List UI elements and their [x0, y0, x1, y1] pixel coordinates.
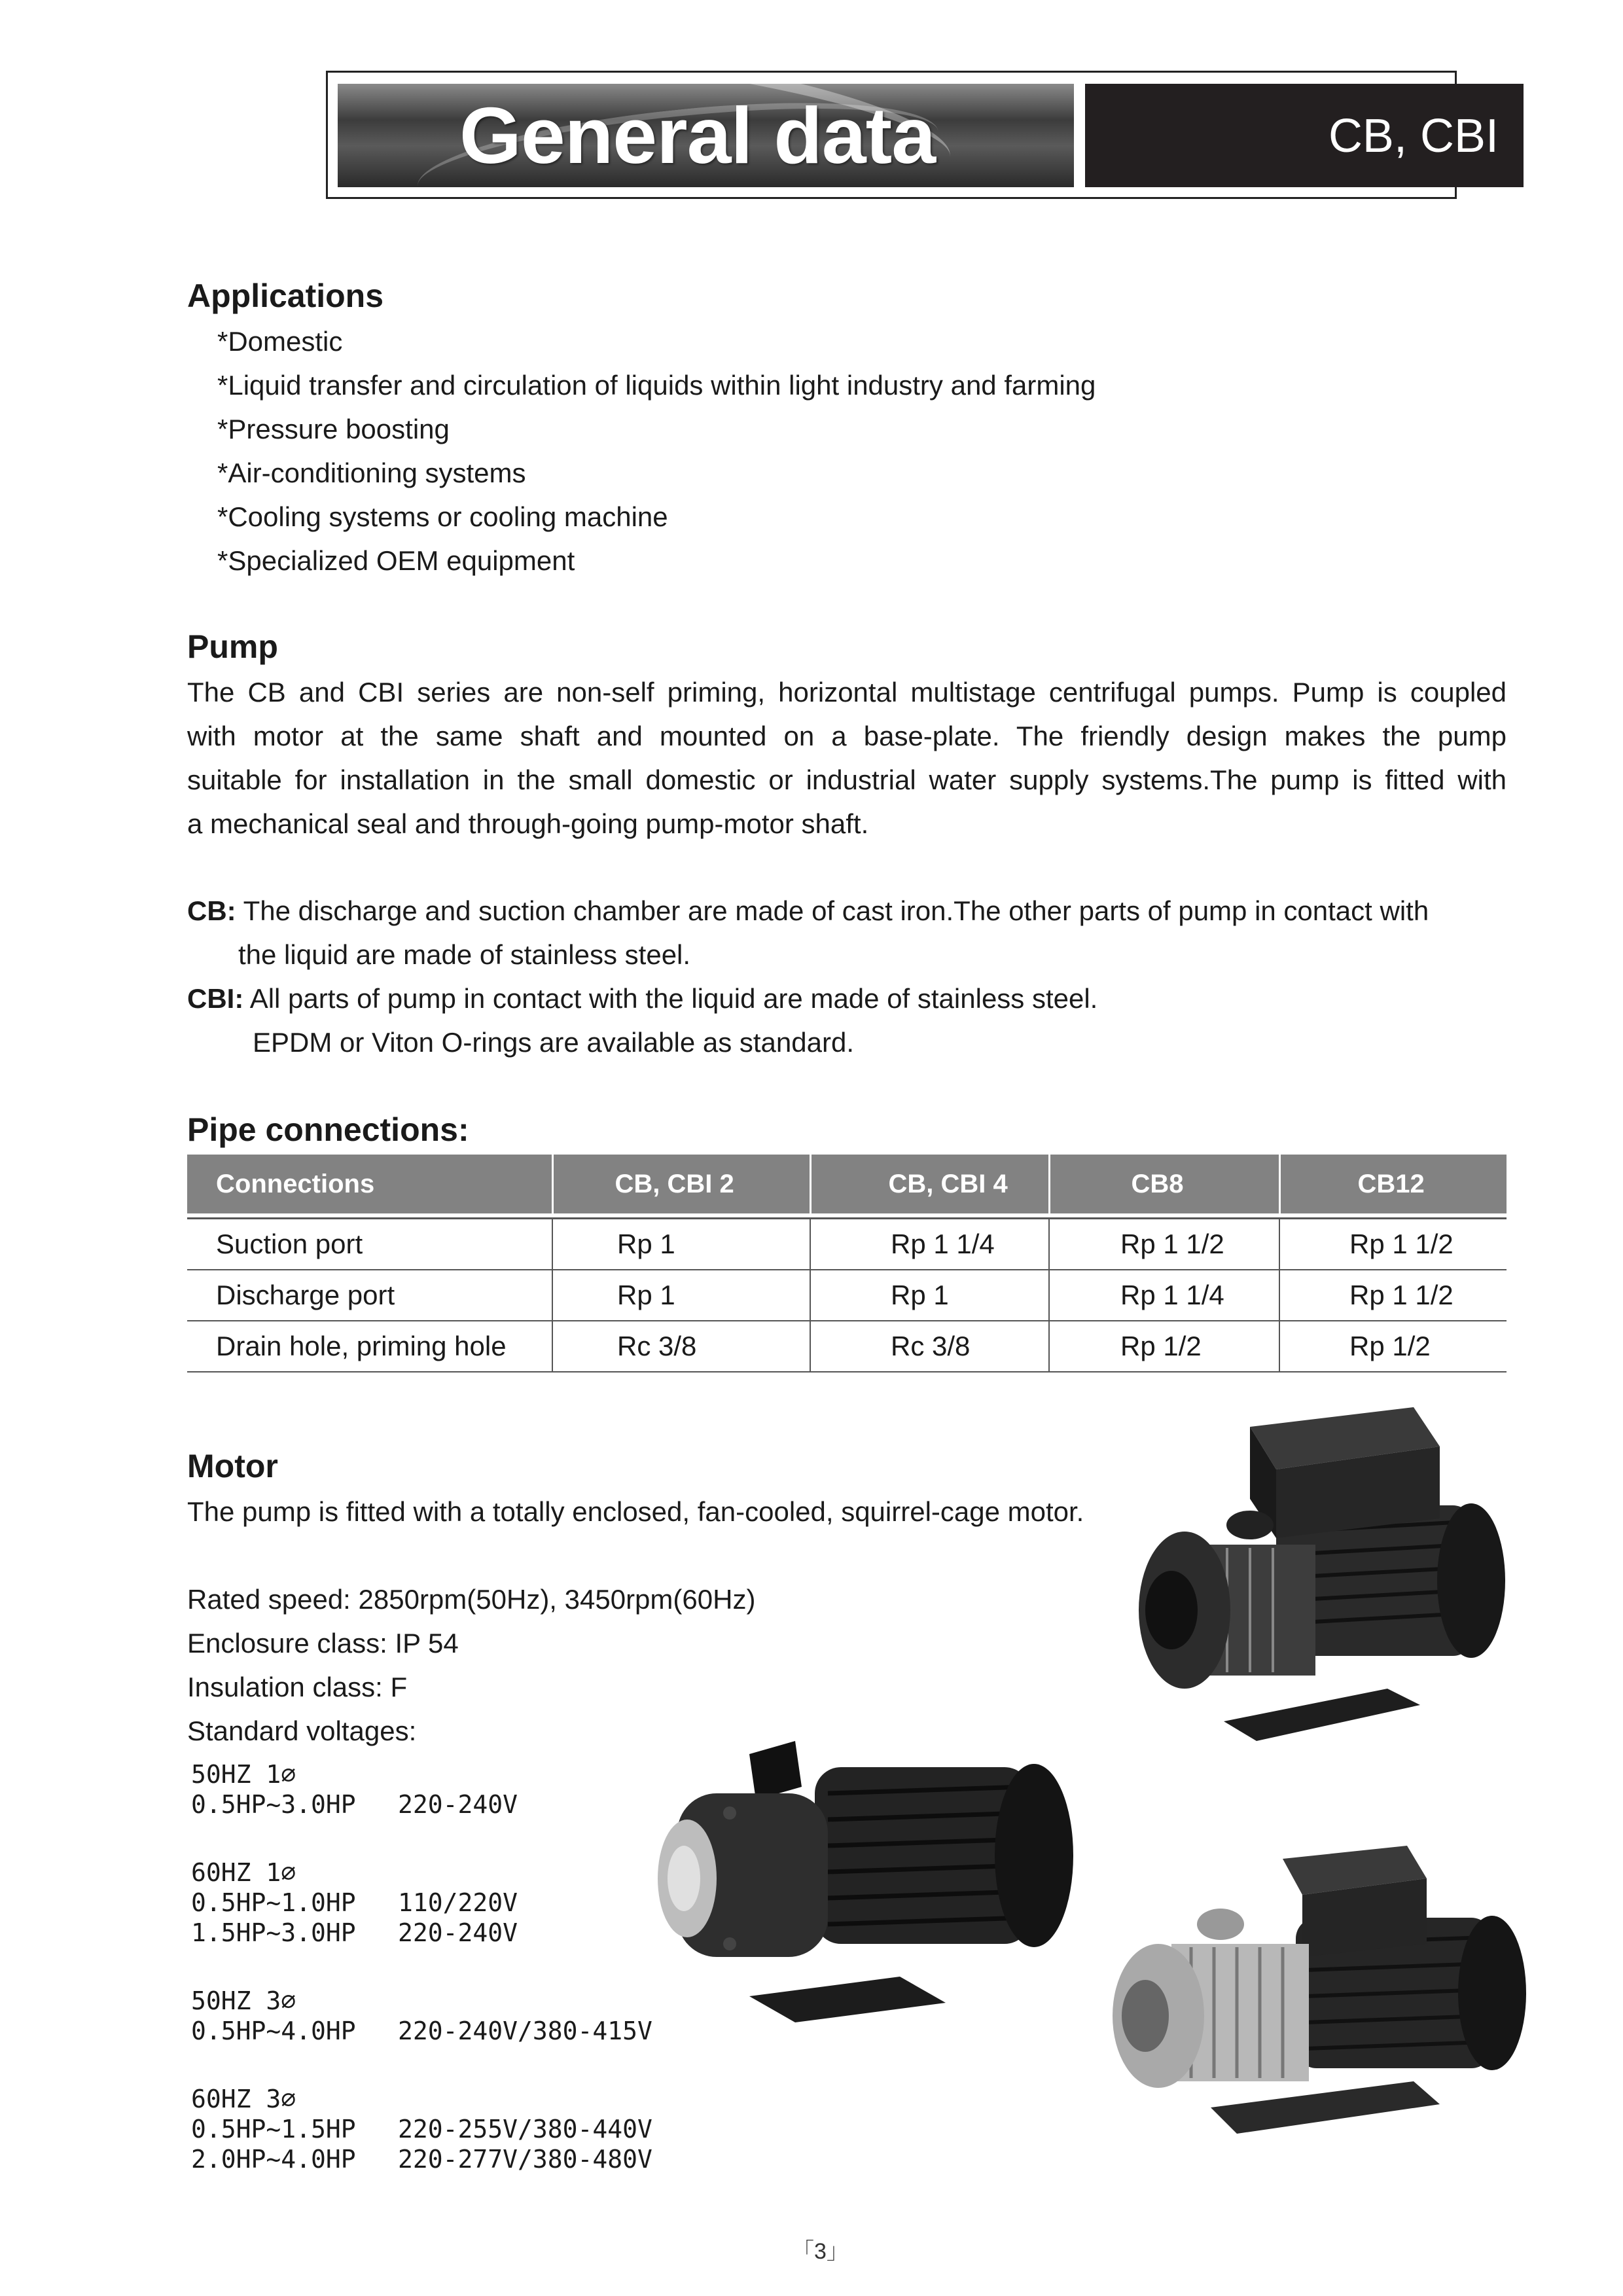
- table-row: [187, 1219, 1507, 1270]
- series-code: CB, CBI: [1328, 110, 1499, 162]
- cbi-label: CBI:: [187, 983, 244, 1014]
- voltage-row: [191, 2114, 652, 2144]
- list-item: *Specialized OEM equipment: [217, 545, 575, 576]
- voltage-value: 110/220V: [398, 1888, 518, 1917]
- table-header-row: [187, 1155, 1507, 1213]
- voltage-heading: 50HZ 3∅: [191, 1986, 296, 2015]
- voltage-heading: 60HZ 1∅: [191, 1858, 296, 1887]
- table-cell: Rp 1/2: [1279, 1321, 1507, 1372]
- cbi-note-cont: EPDM or Viton O-rings are available as standard.: [253, 1027, 854, 1058]
- spec-line: Rated speed: 2850rpm(50Hz), 3450rpm(60Hz): [187, 1584, 756, 1615]
- column-header: CB12: [1279, 1155, 1507, 1213]
- header-code-banner: [1085, 84, 1524, 187]
- table-row: [187, 1321, 1507, 1372]
- column-header: CB, CBI 2: [552, 1155, 810, 1213]
- table-cell: Rp 1: [552, 1219, 810, 1270]
- cbi-text: All parts of pump in contact with the liquid are made of stainless steel.: [249, 983, 1098, 1014]
- cbi-note: [187, 977, 1097, 1020]
- list-item: *Cooling systems or cooling machine: [217, 501, 668, 532]
- paragraph-line: with motor at the same shaft and mounted on a base-plate. The friendly design makes the pump: [187, 721, 1507, 751]
- table-cell: Rp 1 1/4: [1049, 1270, 1279, 1321]
- pump-photo-stainless-steel: [1106, 1846, 1538, 2147]
- table-cell: Rp 1 1/2: [1279, 1270, 1507, 1321]
- voltage-row: [191, 1918, 652, 1948]
- voltage-value: 220-240V: [398, 1790, 518, 1819]
- table-cell: Rc 3/8: [552, 1321, 810, 1372]
- voltage-table: [191, 1759, 652, 2174]
- spec-line: Enclosure class: IP 54: [187, 1628, 459, 1659]
- header-title-banner: [338, 84, 1074, 187]
- voltage-value: 220-255V/380-440V: [398, 2115, 652, 2144]
- hp-range: 0.5HP~3.0HP: [191, 1790, 356, 1819]
- table-cell: Discharge port: [187, 1270, 552, 1321]
- voltage-value: 220-240V: [398, 1918, 518, 1947]
- table-row: [187, 1270, 1507, 1321]
- page-number: 「3」: [792, 2239, 849, 2264]
- motor-heading: Motor: [187, 1448, 278, 1484]
- hp-range: 0.5HP~4.0HP: [191, 2017, 356, 2045]
- column-header: CB, CBI 4: [810, 1155, 1049, 1213]
- voltage-value: 220-277V/380-480V: [398, 2145, 652, 2174]
- list-item: *Liquid transfer and circulation of liquids within light industry and farming: [217, 370, 1096, 401]
- list-item: *Pressure boosting: [217, 414, 450, 444]
- hp-range: 1.5HP~3.0HP: [191, 1918, 356, 1947]
- pump-photo-cast-iron-bottom: [651, 1715, 1096, 2042]
- column-header: CB8: [1049, 1155, 1279, 1213]
- applications-list: [217, 319, 1096, 583]
- table-cell: Rc 3/8: [810, 1321, 1049, 1372]
- paragraph-line: a mechanical seal and through-going pump-motor shaft.: [187, 808, 869, 839]
- cb-label: CB:: [187, 895, 236, 926]
- hp-range: 0.5HP~1.5HP: [191, 2115, 356, 2144]
- paragraph-line: The CB and CBI series are non-self priming, horizontal multistage centrifugal pumps. Pump is coupled: [187, 677, 1507, 708]
- voltage-row: [191, 1789, 652, 1820]
- column-header: Connections: [187, 1155, 552, 1213]
- spec-line: Insulation class: F: [187, 1672, 408, 1702]
- hp-range: 2.0HP~4.0HP: [191, 2145, 356, 2174]
- spec-line: Standard voltages:: [187, 1715, 417, 1746]
- table-cell: Drain hole, priming hole: [187, 1321, 552, 1372]
- motor-intro: The pump is fitted with a totally enclosed, fan-cooled, squirrel-cage motor.: [187, 1496, 1084, 1527]
- table-cell: Rp 1: [552, 1270, 810, 1321]
- table-cell: Rp 1 1/2: [1279, 1219, 1507, 1270]
- voltage-value: 220-240V/380-415V: [398, 2017, 652, 2045]
- paragraph-line: suitable for installation in the small domestic or industrial water supply systems.The pump is fitted with: [187, 764, 1507, 795]
- cb-text: The discharge and suction chamber are made of cast iron.The other parts of pump in contact with: [243, 895, 1429, 926]
- table-cell: Rp 1 1/4: [810, 1219, 1049, 1270]
- applications-heading: Applications: [187, 278, 384, 314]
- table-cell: Rp 1/2: [1049, 1321, 1279, 1372]
- cb-note: [187, 889, 1429, 933]
- list-item: *Domestic: [217, 326, 343, 357]
- voltage-heading: 60HZ 3∅: [191, 2085, 296, 2113]
- table-cell: Rp 1: [810, 1270, 1049, 1321]
- table-cell: Rp 1 1/2: [1049, 1219, 1279, 1270]
- voltage-heading: 50HZ 1∅: [191, 1760, 296, 1789]
- voltage-row: [191, 1888, 652, 1918]
- cb-note-cont: the liquid are made of stainless steel.: [238, 939, 691, 970]
- pump-paragraph: [187, 670, 1507, 846]
- pump-heading: Pump: [187, 628, 278, 665]
- list-item: *Air-conditioning systems: [217, 457, 526, 488]
- voltage-row: [191, 2016, 652, 2046]
- hp-range: 0.5HP~1.0HP: [191, 1888, 356, 1917]
- pipe-connections-table: [187, 1155, 1507, 1372]
- page-title: General data: [459, 91, 936, 180]
- table-cell: Suction port: [187, 1219, 552, 1270]
- pipe-connections-heading: Pipe connections:: [187, 1111, 469, 1148]
- pump-photo-cast-iron-top: [1113, 1407, 1531, 1774]
- voltage-row: [191, 2144, 652, 2174]
